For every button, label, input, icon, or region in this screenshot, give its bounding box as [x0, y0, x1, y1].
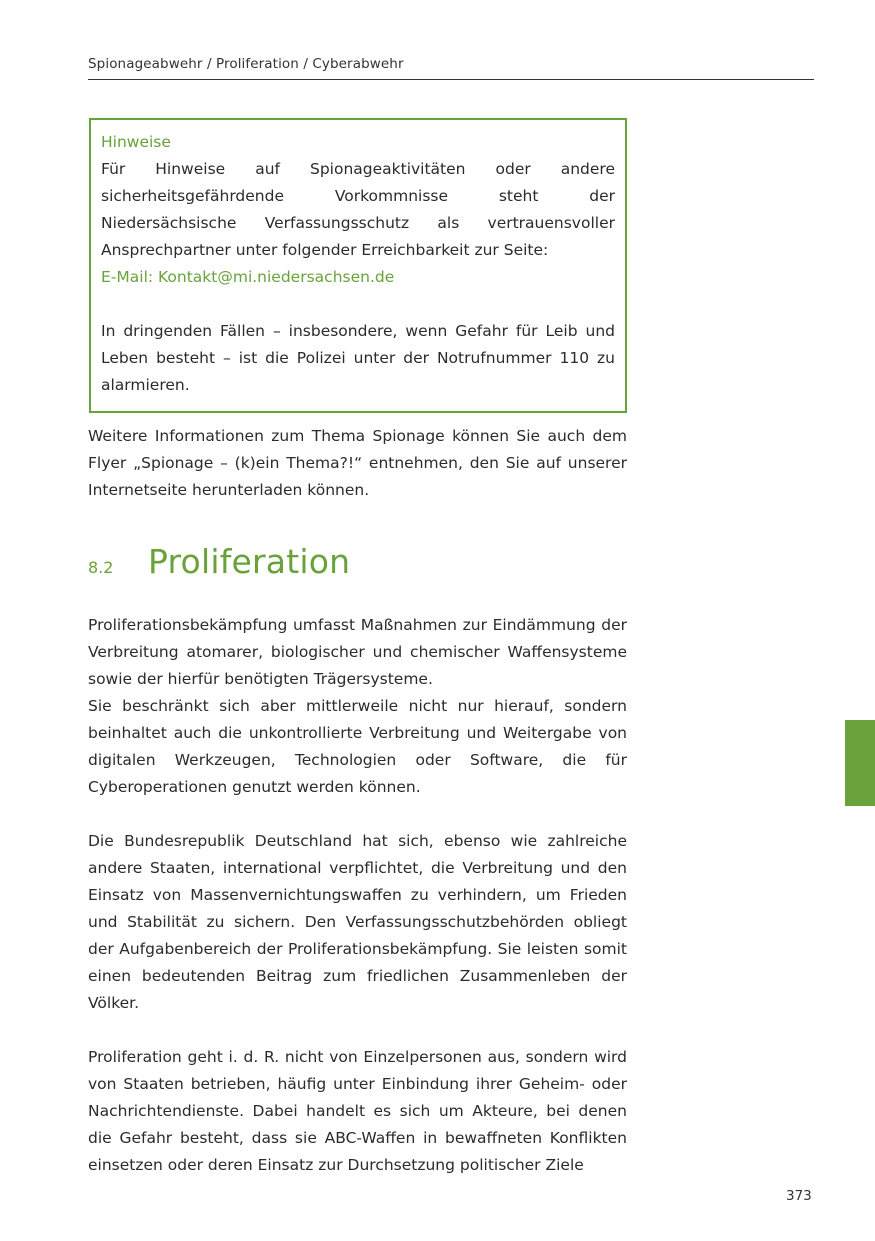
notice-email: E-Mail: Kontakt@mi.niedersachsen.de	[101, 268, 395, 286]
section-title: Proliferation	[148, 542, 351, 581]
paragraph-scope: Sie beschränkt sich aber mittlerweile nicht nur hierauf, sondern beinhaltet auch die unkontrollierte Verbreitung und Weitergabe von digitalen Werkzeugen, Technologien oder Software, die für Cyberoperationen genutzt werden können.	[88, 697, 627, 796]
notice-text: Für Hinweise auf Spionageaktivitäten oder andere sicherheitsgefährdende Vorkommnisse steht der Niedersächsische Verfassungsschutz als vertrauensvoller Ansprechpartner unter folgender Erreichbarkeit zur Seite:	[101, 160, 615, 259]
notice-box	[89, 118, 627, 413]
notice-spacer	[101, 291, 615, 318]
section-body	[88, 612, 627, 1179]
section-number: 8.2	[88, 558, 114, 577]
notice-title: Hinweise	[101, 133, 171, 151]
page-number: 373	[786, 1188, 812, 1204]
paragraph-commitment: Die Bundesrepublik Deutschland hat sich, ebenso wie zahlreiche andere Staaten, international verpflichtet, die Verbreitung und den Einsatz von Massenvernichtungswaffen zu verhindern, um Frieden und Stabilität zu sichern. Den Verfassungsschutzbehörden obliegt der Aufgabenbereich der Proliferationsbekämpfung. Sie leisten somit einen bedeutenden Beitrag zum friedlichen Zusammenleben der Völker.	[88, 832, 627, 1012]
intro-text	[88, 423, 627, 504]
intro-paragraph: Weitere Informationen zum Thema Spionage können Sie auch dem Flyer „Spionage – (k)ein Thema?!“ entnehmen, den Sie auf unserer Internetseite herunterladen können.	[88, 427, 627, 499]
header-divider	[88, 79, 814, 80]
paragraph-spacer	[88, 801, 627, 828]
paragraph-definition: Proliferationsbekämpfung umfasst Maßnahmen zur Eindämmung der Verbreitung atomarer, biologischer und chemischer Waffensysteme sowie der hierfür benötigten Trägersysteme.	[88, 616, 627, 688]
running-header: Spionageabwehr / Proliferation / Cyberabwehr	[88, 56, 404, 72]
notice-emergency-text: In dringenden Fällen – insbesondere, wenn Gefahr für Leib und Leben besteht – ist die Polizei unter der Notrufnummer 110 zu alarmieren.	[101, 322, 615, 394]
section-heading	[88, 542, 350, 590]
paragraph-spacer	[88, 1017, 627, 1044]
paragraph-actors: Proliferation geht i. d. R. nicht von Einzelpersonen aus, sondern wird von Staaten betrieben, häufig unter Einbindung ihrer Geheim- oder Nachrichtendienste. Dabei handelt es sich um Akteure, bei denen die Gefahr besteht, dass sie ABC-Waffen in bewaffneten Konflikten einsetzen oder deren Einsatz zur Durchsetzung politischer Ziele	[88, 1048, 627, 1174]
chapter-tab-marker	[845, 720, 875, 806]
